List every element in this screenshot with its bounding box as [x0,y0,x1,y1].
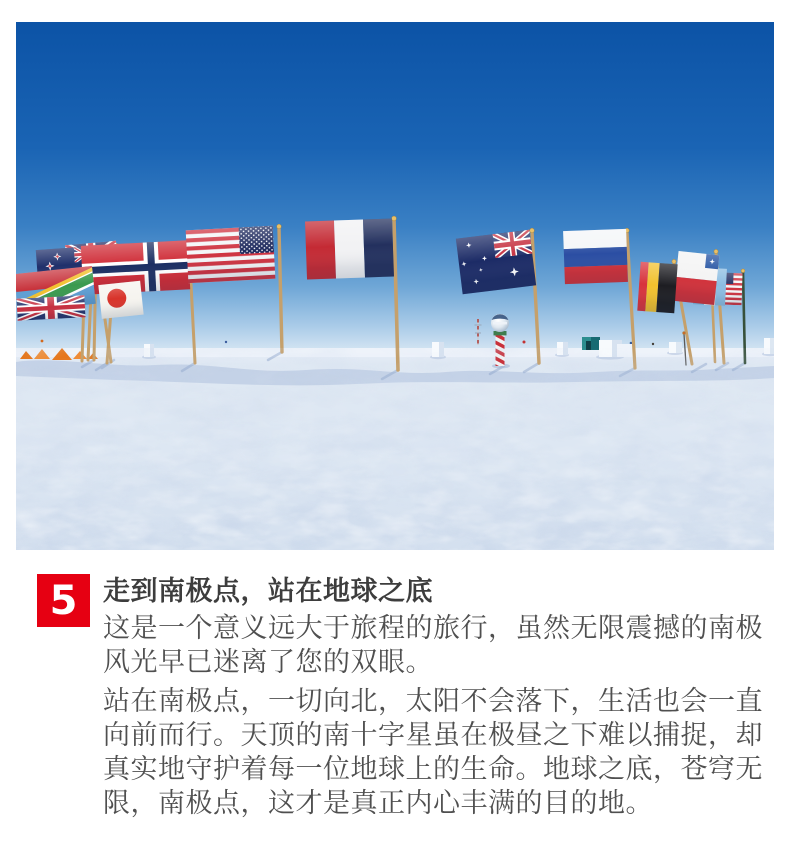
section-number: 5 [49,577,78,624]
flag-france [305,218,394,279]
flag-japan [98,281,143,319]
snow-texture-foreground [16,358,774,550]
flag-russia [563,229,628,284]
flag-chile [673,251,719,305]
section-title: 走到南极点，站在地球之底 [103,576,433,607]
flag-belgium [637,262,677,313]
section-number-badge [37,574,90,627]
section-text-block [103,575,770,821]
flag-australia [456,230,536,295]
section-paragraph-1: 这是一个意义远大于旅程的旅行，虽然无限震撼的南极风光早已迷离了您的双眼。 [103,613,763,678]
flag-usa [186,226,276,283]
south-pole-photo-canvas [16,22,774,550]
section-paragraph-2: 站在南极点，一切向北，太阳不会落下，生活也会一直向前而行。天顶的南十字星虽在极昼之下难以捕捉，却真实地守护着每一位地球上的生命。地球之底，苍穹无限，南极点，这才是真正内心丰满的目的地。 [103,686,763,819]
flag-united-kingdom-lower [16,295,85,321]
south-pole-photo [16,22,774,550]
